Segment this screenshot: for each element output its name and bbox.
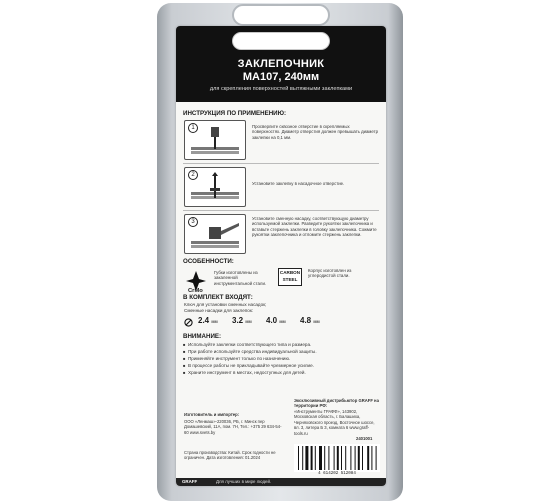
warning-item: ■ Храните инструмент в местах, недоступных для детей.: [188, 370, 306, 375]
size-item: 4.0 мм: [266, 316, 286, 325]
barcode-bars: [294, 444, 380, 472]
barcode-number: 4 614202 512084: [318, 472, 356, 476]
size-item: 2.4 мм: [198, 316, 218, 325]
kit-line-2: Сменные насадки для заклепок:: [184, 308, 254, 313]
instructions-title: ИНСТРУКЦИЯ ПО ПРИМЕНЕНИЮ:: [183, 110, 287, 117]
distributor-title: Эксклюзивный дистрибьютор GRAFF на территории РФ:: [294, 398, 379, 409]
barcode-bar: [362, 446, 363, 470]
kit-title: В КОМПЛЕКТ ВХОДЯТ:: [183, 294, 253, 301]
barcode-bar: [345, 446, 346, 470]
manufacturer-text: ООО «Ленмаш»-220036, РБ, г. Минск пер Домашевский, 11А, пом. 7Н, Тел.: +375 29 634-54-60 www.svets.by: [184, 419, 282, 435]
carbon-label-2: STEEL: [282, 277, 298, 282]
barcode-bar: [371, 446, 372, 470]
manufacturer-title: Изготовитель и импортер:: [184, 412, 240, 417]
barcode-bar: [319, 446, 322, 470]
step-1-text: Просверлите сквозное отверстие в скрепляемых поверхностях. Диаметр отверстия должен превышать диаметр заклепки на 0,1 мм.: [252, 124, 378, 140]
barcode-bar: [358, 446, 360, 470]
step-2-number: 2: [188, 170, 198, 180]
barcode-bar: [367, 446, 369, 470]
product-card: [176, 26, 386, 486]
step-1-number: 1: [188, 123, 198, 133]
barcode-bar: [376, 446, 377, 470]
distributor-text: «Инструменты ГРАФФ», 143902, Московская область, г. Балашиха, Черняховского проезд, Восточное шоссе, вл. 3, литера Б 3, комната 6 www.graff-tools.ru: [294, 409, 375, 436]
step-2-illustration: [184, 167, 246, 207]
barcode-bar: [334, 446, 335, 470]
divider: [183, 210, 379, 211]
footer-slogan: Для лучших в мире людей.: [216, 479, 272, 484]
barcode-bar: [324, 446, 325, 470]
barcode-bar: [337, 446, 339, 470]
warning-item: ■ Применяйте инструмент только по назначению.: [188, 356, 290, 361]
step-1-illustration: [184, 120, 246, 160]
nozzle-sizes: [184, 316, 380, 330]
warning-item: ■ В процессе работы не прикладывайте чрезмерное усилие.: [188, 363, 314, 368]
product-model: MA107, 240мм: [242, 71, 320, 83]
product-subtitle: для скрепления поверхностей вытяжными заклепками: [209, 86, 353, 92]
product-code: 2401001: [356, 436, 373, 441]
carbon-text: Корпус изготовлен из углеродистой стали.: [308, 268, 352, 279]
size-item: 4.8 мм: [300, 316, 320, 325]
carbon-label-1: CARBON: [279, 270, 301, 275]
warning-item: ■ При работе используйте средства индивидуальной защиты.: [188, 349, 317, 354]
step-3-illustration: [184, 214, 246, 254]
kit-line-1: Ключ для установки сменных насадок;: [184, 302, 267, 307]
barcode-bar: [311, 446, 313, 470]
carbon-steel-badge: [278, 268, 302, 286]
nozzle-icon: [184, 318, 193, 327]
warning-item: ■ Используйте заклепки соответствующего типа и размера.: [188, 342, 311, 347]
card-hang-hole: [232, 32, 330, 50]
card-footer: [176, 478, 386, 486]
card-header: [176, 26, 386, 102]
barcode-bar: [355, 446, 356, 470]
divider: [183, 163, 379, 164]
barcode-bar: [302, 446, 303, 470]
warnings-title: ВНИМАНИЕ:: [183, 333, 222, 340]
crmo-text: Губки изготовлены из закаленной инструментальной стали.: [214, 270, 267, 286]
barcode-bar: [298, 446, 299, 470]
features-title: ОСОБЕННОСТИ:: [183, 258, 234, 265]
step-3-text: Установите сменную насадку, соответствующую диаметру используемой заклепки. Разведите рукоятки заклепочника и вставьте стержень заклепки в головку заклепочника. Сожмите рукоятки заклепочника и отломите стержень заклепки.: [252, 216, 377, 238]
size-item: 3.2 мм: [232, 316, 252, 325]
crmo-label: CrMo: [188, 288, 203, 294]
step-2-text: Установите заклепку в насадочное отверстие.: [252, 181, 345, 186]
hang-hole: [232, 4, 330, 26]
step-3-number: 3: [188, 217, 198, 227]
barcode-bar: [341, 446, 342, 470]
origin-text: Страна производства: Китай. Срок годности не ограничен. Дата изготовления: 01.2024: [184, 450, 276, 461]
barcode-bar: [305, 446, 308, 470]
graff-logo: GRAFF: [182, 479, 198, 484]
barcode: [294, 444, 380, 472]
barcode-bar: [315, 446, 316, 470]
product-title: ЗАКЛЕПОЧНИК: [237, 58, 325, 70]
barcode-bar: [350, 446, 351, 470]
barcode-bar: [328, 446, 329, 470]
